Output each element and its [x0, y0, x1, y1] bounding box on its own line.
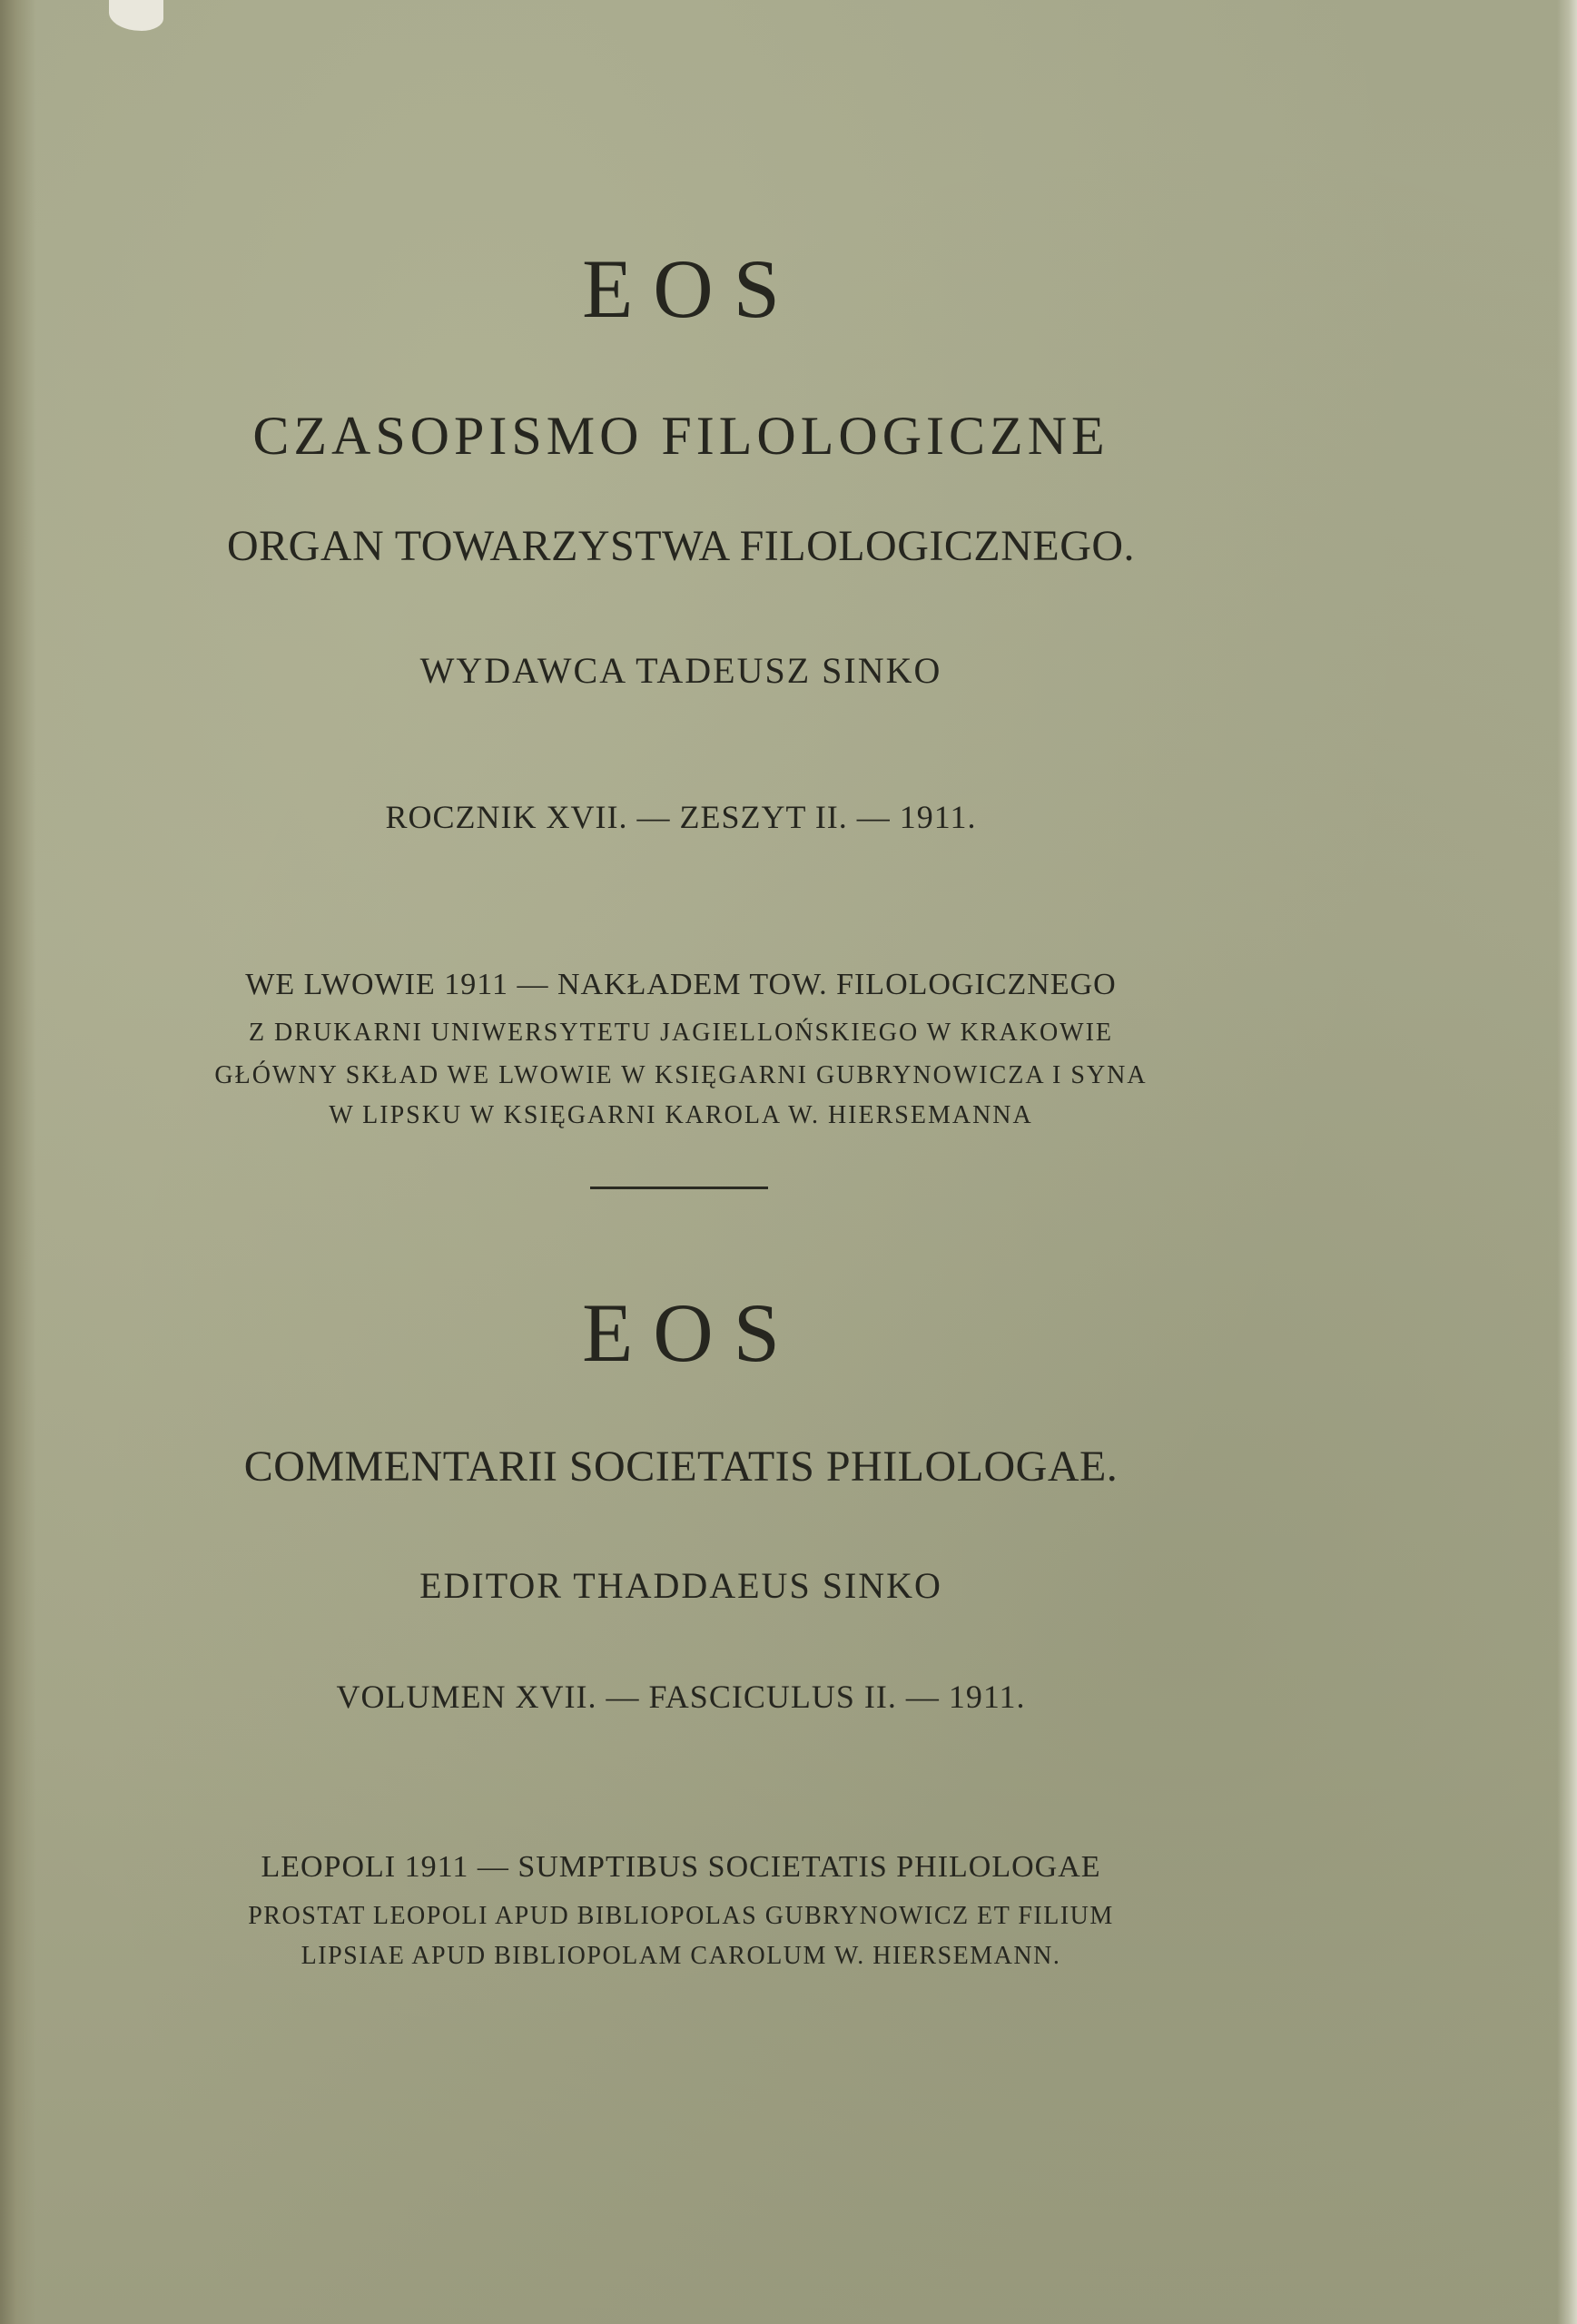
polish-imprint-line-2: Z DRUKARNI UNIWERSYTETU JAGIELLOŃSKIEGO W KRAKOWIE: [248, 1019, 1114, 1047]
cover-left-edge: [0, 0, 36, 2324]
latin-imprint-line-1: LEOPOLI 1911 — SUMPTIBUS SOCIETATIS PHILOLOGAE: [261, 1850, 1101, 1884]
polish-imprint-line-4: W LIPSKU W KSIĘGARNI KAROLA W. HIERSEMANNA: [329, 1101, 1033, 1129]
polish-issue: ROCZNIK XVII. — ZESZYT II. — 1911.: [385, 799, 977, 835]
latin-journal-title: EOS: [582, 1286, 800, 1379]
polish-imprint-line-1: WE LWOWIE 1911 — NAKŁADEM TOW. FILOLOGICZNEGO: [245, 968, 1117, 1001]
latin-subtitle: COMMENTARII SOCIETATIS PHILOLOGAE.: [243, 1443, 1119, 1491]
cover-right-edge: [1557, 0, 1577, 2324]
latin-editor: EDITOR THADDAEUS SINKO: [419, 1565, 942, 1606]
latin-imprint-line-2: PROSTAT LEOPOLI APUD BIBLIOPOLAS GUBRYNOWICZ ET FILIUM: [248, 1902, 1114, 1930]
section-divider: [590, 1187, 768, 1189]
polish-imprint-line-3: GŁÓWNY SKŁAD WE LWOWIE W KSIĘGARNI GUBRYNOWICZA I SYNA: [214, 1061, 1148, 1089]
paper-tear: [109, 0, 163, 31]
polish-subtitle: CZASOPISMO FILOLOGICZNE: [252, 406, 1109, 466]
latin-imprint-line-3: LIPSIAE APUD BIBLIOPOLAM CAROLUM W. HIERSEMANN.: [301, 1942, 1061, 1970]
polish-journal-title: EOS: [582, 242, 800, 335]
polish-editor: WYDAWCA TADEUSZ SINKO: [419, 650, 942, 691]
latin-issue: VOLUMEN XVII. — FASCICULUS II. — 1911.: [336, 1679, 1026, 1715]
polish-organ-line: ORGAN TOWARZYSTWA FILOLOGICZNEGO.: [226, 522, 1136, 570]
